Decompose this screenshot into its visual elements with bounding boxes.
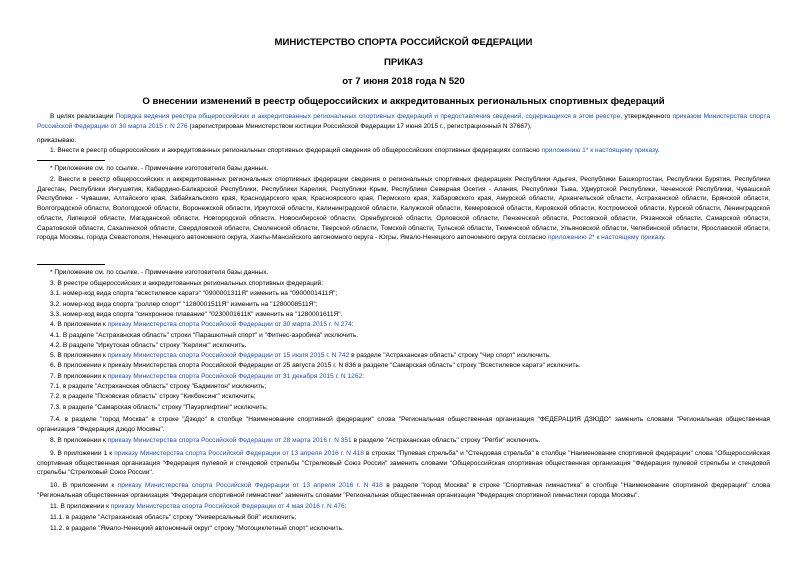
order-item-line [50, 403, 268, 413]
order-item-line [50, 289, 337, 299]
item-7-4: 7.4. в разделе "город Москва" в строке "Дзюдо" в столбце "Наименование спортивной федерации" слова "Региональная общественная организация "ФЕДЕРАЦИЯ ДЗЮДО" заменить словами "Региональная общественная организация "Федерация дзюдо Москвы". [37, 416, 770, 433]
item-text: 3.3. номер-код вида спорта "синхронное плавание" "0230001611К" изменить на "1280001611Я". [50, 310, 343, 318]
item-text: 7.3. в разделе "Самарская область" строку "Пауэрлифтинг" исключить; [50, 403, 268, 411]
order-351-link[interactable]: приказу Министерства спорта Российской Федерации от 28 марта 2016 г. N 351 [107, 437, 352, 444]
item-text: 5. В приложении к [50, 352, 108, 360]
item-text: 7.1. в разделе "Астраханская область" строку "Бадминтон" исключить; [50, 383, 267, 390]
document-date-number: от 7 июня 2018 года N 520 [342, 76, 465, 87]
order-276-link[interactable]: приказом Министерства спорта Российской Федерации от 30 марта 2015 г. N 276 [37, 113, 770, 130]
item-text: : [362, 372, 365, 380]
item-text: : [351, 321, 354, 329]
order-reference-link[interactable]: приказу Министерства спорта Российской Федерации от 30 марта 2015 г. N 274 [107, 321, 352, 329]
order-item-line [50, 372, 364, 382]
footnote-divider [37, 160, 105, 161]
order-item-line [50, 351, 551, 361]
item-10 [37, 481, 770, 500]
order-reference-link[interactable]: приказу Министерства спорта Российской Федерации от 31 декабря 2015 г. N 1262 [107, 372, 363, 380]
order-418-link[interactable]: приказу Министерства спорта Российской Федерации от 13 апреля 2016 г. N 418 [117, 482, 383, 489]
item-text: : [344, 503, 347, 510]
order-item-line [50, 502, 346, 512]
item-text: 11. В приложении к [50, 503, 111, 510]
item-1 [50, 146, 659, 156]
item-text: 7.2. в разделе "Псковская область" строку "Кикбоксинг" исключить; [50, 393, 256, 401]
item-9 [37, 449, 770, 478]
item-text: 4. В приложении к [50, 321, 108, 329]
item-text: в строках "Пулевая стрельба" и "Стендовая стрельба" в столбце "Наименование спортивной федерации" слова "Общероссийская спортивная общественная организация "Федерация пулевой и стендовой стрельбы "Стрелковый Союз России" заменить словами "Общероссийская спортивная общественная организация "Федерация пулевой стрельбы и стендовой стрельбы "Стрелковый Союз России". [37, 450, 770, 477]
order-item-line [50, 392, 256, 402]
appendix-2-link[interactable]: приложению 2* к настоящему приказу [547, 234, 664, 242]
item-text: 3.1. номер-код вида спорта "всестилевое каратэ" "0900001311Я" изменить на "0900001411Я"; [50, 290, 338, 298]
order-reference-link[interactable]: приказу Министерства спорта Российской Федерации от 4 мая 2016 г. N 476 [110, 503, 345, 510]
footnote-2: * Приложение см. по ссылке. - Примечание изготовителя базы данных. [50, 269, 269, 276]
item-text: 10. В приложении к [50, 482, 118, 489]
item-text: в разделе "город Москва" в строке "Спортивная гимнастика" в столбце "Наименование спортивной федерации" слова "Региональная общественная организация "Федерация спортивной гимнастики" заменить словами "Региональная общественная организация "Федерация спортивной гимнастики города Москвы". [37, 482, 770, 499]
item-text: 11.2. в разделе "Ямало-Ненецкий автономный округ" строку "Мотоциклетный спорт" исключить. [50, 525, 344, 532]
ministry-heading: МИНИСТЕРСТВО СПОРТА РОССИЙСКОЙ ФЕДЕРАЦИИ [274, 37, 533, 48]
item-text: 8. В приложении к [50, 437, 108, 444]
item-text: 4.2. В разделе "Иркутская область" строку "Керлинг" исключить. [50, 341, 247, 349]
item-text: 4.1. В разделе "Астраханская область" строки "Парашютный спорт" и "Фитнес-аэробика" исключить. [50, 331, 359, 339]
intro-text: , утвержденного [620, 113, 673, 120]
item-text: 9. В приложении 1 к [50, 450, 115, 457]
intro-text: (зарегистрирован Министерством юстиции Российской Федерации 17 июня 2015 г., регистрационный N 37667), [187, 122, 532, 130]
order-item-line [50, 320, 354, 330]
item-text: в разделе "Астраханская область" строку "Чир спорт" исключить. [349, 352, 552, 360]
item-2 [37, 175, 770, 243]
order-reference-link[interactable]: приказу Министерства спорта Российской Федерации от 15 июля 2015 г. N 742 [107, 352, 350, 360]
intro-text: В целях реализации [50, 113, 116, 120]
item-8 [50, 436, 540, 446]
orders-line: приказываю: [37, 137, 77, 144]
order-item-line [50, 513, 297, 523]
procedure-link[interactable]: Порядка ведения реестра общероссийских и аккредитованных региональных спортивных федераций и предоставления сведений, содержащихся в этом реестре [115, 113, 621, 120]
item-text: в разделе "Астраханская область" строку "Регби" исключить. [351, 437, 541, 444]
intro-paragraph [37, 112, 770, 131]
item-text: 1. Внести в реестр общероссийских и аккредитованных региональных спортивных федераций сведения об общероссийских спортивных федерациях согласно [50, 147, 542, 154]
item-text: 3. В реестре общероссийских и аккредитованных региональных спортивных федераций: [50, 280, 324, 287]
appendix-1-link[interactable]: приложению 1* к настоящему приказу [541, 147, 658, 154]
item-text: 7. В приложении к [50, 372, 108, 380]
order-item-line [50, 382, 266, 392]
order-item-line [50, 279, 323, 289]
document-subject: О внесении изменений в реестр общероссийских и аккредитованных региональных спортивных федераций [142, 96, 665, 107]
order-item-line [50, 310, 342, 320]
footnote-1: * Приложение см. по ссылке. - Примечание изготовителя базы данных. [50, 165, 269, 172]
order-item-line [50, 361, 581, 371]
footnote-divider [37, 264, 105, 265]
item-text: 6. В приложении к приказу Министерства спорта Российской Федерации от 25 августа 2015 г. N 836 в разделе "Самарская область" строку "Всестилевое каратэ" исключить. [50, 362, 581, 370]
item-text: . [657, 147, 660, 154]
order-item-line [50, 300, 318, 310]
item-text: 3.2. номер-код вида спорта "роллер спорт" "1280001511Я" изменить на "1280008511Я"; [50, 300, 318, 308]
order-item-line [50, 331, 358, 341]
item-text: 11.1. в разделе "Астраханская область" строку "Универсальный бой" исключить; [50, 514, 297, 521]
order-418-link[interactable]: приказу Министерства спорта Российской Федерации от 13 апреля 2016 г. N 418 [114, 450, 364, 457]
item-text: 2. Внести в реестр общероссийских и аккредитованных региональных спортивных федерации сведения о региональных спортивных федерациях Республики Адыгея, Республики Башкортостан, Республики Бурятия, Республики Дагестан, Республики Ингушетия, Кабардино-Балкарской Республики, Республики Карелия, Республики Крым, Республики Северная Осетия - Алания, Республики Тыва, Удмуртской Республики, Чеченской Республики, Чувашской Республики - Чувашии, Алтайского края, Забайкальского края, Краснодарского края, Красноярского края, Пермского края, Хабаровского края, Амурской области, Архангельской области, Астраханской области, Брянской области, Волгоградской области, Вологодской области, Воронежской области, Иркутской области, Калининградской области, Калужской области, Кемеровской области, Кировской области, Костромской области, Курской области, Ленинградской области, Липецкой области, Магаданской области, Новгородской области, Новосибирской области, Оренбургской области, Орловской области, Пензенской области, Ростовской области, Рязанской области, Самарской области, Саратовской области, Сахалинской области, Свердловской области, Смоленской области, Тверской области, Томской области, Тульской области, Тюменской области, Ульяновской области, Челябинской области, Ярославской области, города Москвы, города Севастополя, Ненецкого автономного округа, Ханты-Мансийского автономного округа - Югры, Ямало-Ненецкого автономного округа согласно [37, 176, 770, 242]
order-item-line [50, 524, 344, 534]
order-item-line [50, 341, 247, 351]
item-text: . [663, 234, 666, 242]
document-type: ПРИКАЗ [384, 57, 423, 68]
